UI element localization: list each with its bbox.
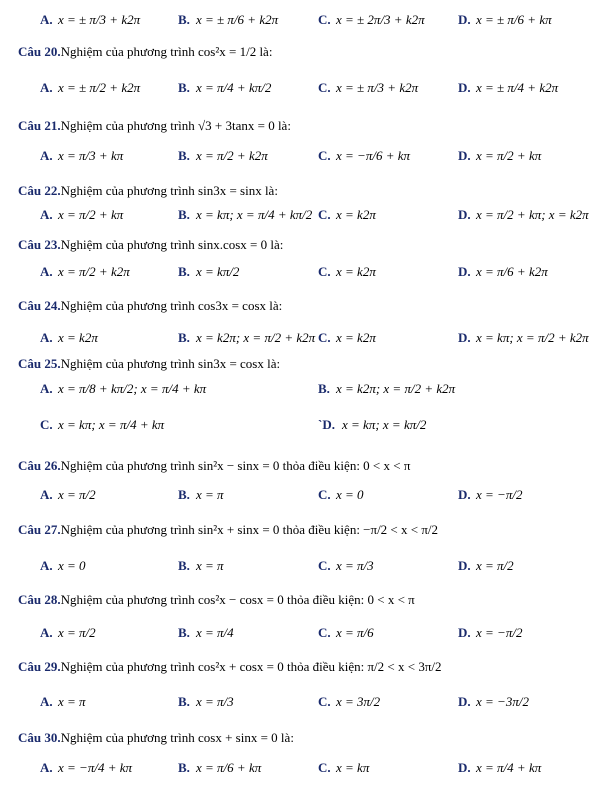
option-label[interactable]: `D. <box>318 417 335 432</box>
option-text[interactable]: x = k2π; x = π/2 + k2π <box>336 381 456 396</box>
option-label[interactable]: B. <box>178 558 190 573</box>
option-label[interactable]: C. <box>318 264 331 279</box>
option-text[interactable]: x = π/4 + kπ <box>476 760 542 775</box>
option-text[interactable]: x = ± 2π/3 + k2π <box>336 12 425 27</box>
option-text[interactable]: x = π/3 <box>336 558 374 573</box>
question-number: Câu 20. <box>18 44 61 59</box>
option-label[interactable]: B. <box>178 760 190 775</box>
option-text[interactable]: x = −3π/2 <box>476 694 529 709</box>
option-text[interactable]: x = π/2 <box>476 558 514 573</box>
option-label[interactable]: B. <box>178 330 190 345</box>
option-text[interactable]: x = π/3 <box>196 694 234 709</box>
option-label[interactable]: D. <box>458 207 471 222</box>
question-number: Câu 27. <box>18 522 61 537</box>
option-label[interactable]: C. <box>318 760 331 775</box>
option-text[interactable]: x = π/6 <box>336 625 374 640</box>
question-stem: Nghiệm của phương trình sinx.cosx = 0 là: <box>60 237 284 252</box>
option-label[interactable]: D. <box>458 330 471 345</box>
option-label[interactable]: C. <box>318 12 331 27</box>
question-line <box>18 458 410 474</box>
option-label[interactable]: B. <box>178 487 190 502</box>
question-stem: Nghiệm của phương trình sin3x = cosx là: <box>60 356 281 371</box>
option-text[interactable]: x = kπ; x = π/4 + kπ/2 <box>196 207 313 222</box>
option-text[interactable]: x = ± π/6 + kπ <box>476 12 552 27</box>
question-line <box>18 730 294 746</box>
question-line <box>18 592 415 608</box>
option-text[interactable]: x = π/2 + k2π <box>58 264 130 279</box>
option-label[interactable]: A. <box>40 760 53 775</box>
option-label[interactable]: B. <box>178 264 190 279</box>
question-line <box>18 659 442 675</box>
question-line <box>18 118 291 134</box>
option-text[interactable]: x = 0 <box>58 558 86 573</box>
option-text[interactable]: x = π/4 <box>196 625 234 640</box>
option-text[interactable]: x = π/2 <box>58 625 96 640</box>
option-text[interactable]: x = kπ/2 <box>196 264 240 279</box>
option-text[interactable]: x = kπ <box>336 760 370 775</box>
option-text[interactable]: x = −π/2 <box>476 625 523 640</box>
question-line <box>18 522 438 538</box>
option-text[interactable]: x = π/6 + k2π <box>476 264 548 279</box>
option-label[interactable]: C. <box>318 694 331 709</box>
question-stem: Nghiệm của phương trình √3 + 3tanx = 0 là: <box>60 118 291 133</box>
option-label[interactable]: C. <box>318 487 331 502</box>
option-label[interactable]: A. <box>40 381 53 396</box>
option-label[interactable]: C. <box>40 417 53 432</box>
option-text[interactable]: x = ± π/4 + k2π <box>476 80 559 95</box>
option-text[interactable]: x = π/2 + kπ <box>476 148 542 163</box>
option-label[interactable]: C. <box>318 148 331 163</box>
option-label[interactable]: A. <box>40 80 53 95</box>
question-line <box>18 356 280 372</box>
question-stem: Nghiệm của phương trình sin²x − sinx = 0 thỏa điều kiện: 0 < x < π <box>60 458 411 473</box>
option-text[interactable]: x = −π/4 + kπ <box>58 760 132 775</box>
question-number: Câu 28. <box>18 592 61 607</box>
option-label[interactable]: B. <box>178 12 190 27</box>
option-text[interactable]: x = π/2 + kπ <box>58 207 124 222</box>
option-text[interactable]: x = kπ; x = π/4 + kπ <box>58 417 165 432</box>
question-number: Câu 23. <box>18 237 61 252</box>
question-stem: Nghiệm của phương trình sin²x + sinx = 0 thỏa điều kiện: −π/2 < x < π/2 <box>60 522 439 537</box>
option-text[interactable]: x = k2π <box>58 330 98 345</box>
option-label[interactable]: D. <box>458 760 471 775</box>
option-label[interactable]: A. <box>40 487 53 502</box>
option-label[interactable]: A. <box>40 264 53 279</box>
option-text[interactable]: x = π <box>196 487 224 502</box>
option-text[interactable]: x = π <box>58 694 86 709</box>
option-text[interactable]: x = π/2 <box>58 487 96 502</box>
option-label[interactable]: D. <box>458 264 471 279</box>
option-text[interactable]: x = kπ; x = π/2 + k2π <box>476 330 589 345</box>
option-label[interactable]: D. <box>458 558 471 573</box>
option-label[interactable]: C. <box>318 558 331 573</box>
option-label[interactable]: B. <box>178 80 190 95</box>
question-number: Câu 26. <box>18 458 61 473</box>
question-stem: Nghiệm của phương trình cos²x = 1/2 là: <box>60 44 273 59</box>
question-stem: Nghiệm của phương trình cosx + sinx = 0 là: <box>60 730 294 745</box>
option-label[interactable]: A. <box>40 12 53 27</box>
option-label[interactable]: A. <box>40 330 53 345</box>
option-text[interactable]: x = π/4 + kπ/2 <box>196 80 272 95</box>
option-label[interactable]: D. <box>458 80 471 95</box>
option-text[interactable]: x = ± π/3 + k2π <box>336 80 419 95</box>
option-label[interactable]: A. <box>40 148 53 163</box>
option-label[interactable]: C. <box>318 80 331 95</box>
option-label[interactable]: A. <box>40 558 53 573</box>
option-text[interactable]: x = kπ; x = kπ/2 <box>342 417 427 432</box>
option-text[interactable]: x = π/3 + kπ <box>58 148 124 163</box>
question-number: Câu 22. <box>18 183 61 198</box>
option-text[interactable]: x = π/6 + kπ <box>196 760 262 775</box>
option-text[interactable]: x = π/2 + k2π <box>196 148 268 163</box>
question-number: Câu 29. <box>18 659 61 674</box>
option-label[interactable]: D. <box>458 487 471 502</box>
option-label[interactable]: B. <box>318 381 330 396</box>
option-label[interactable]: D. <box>458 625 471 640</box>
question-number: Câu 25. <box>18 356 61 371</box>
option-label[interactable]: A. <box>40 625 53 640</box>
option-label[interactable]: C. <box>318 625 331 640</box>
question-line <box>18 183 278 199</box>
question-line <box>18 298 282 314</box>
option-label[interactable]: C. <box>318 330 331 345</box>
option-label[interactable]: A. <box>40 207 53 222</box>
question-stem: Nghiệm của phương trình cos3x = cosx là: <box>60 298 283 313</box>
option-label[interactable]: B. <box>178 625 190 640</box>
option-label[interactable]: D. <box>458 12 471 27</box>
option-label[interactable]: B. <box>178 148 190 163</box>
option-text[interactable]: x = ± π/2 + k2π <box>58 80 141 95</box>
option-text[interactable]: x = 0 <box>336 487 364 502</box>
option-label[interactable]: D. <box>458 694 471 709</box>
question-line <box>18 237 283 253</box>
question-stem: Nghiệm của phương trình sin3x = sinx là: <box>60 183 278 198</box>
option-label[interactable]: A. <box>40 694 53 709</box>
option-label[interactable]: C. <box>318 207 331 222</box>
option-text[interactable]: x = ± π/3 + k2π <box>58 12 141 27</box>
option-text[interactable]: x = −π/6 + kπ <box>336 148 410 163</box>
question-number: Câu 30. <box>18 730 61 745</box>
option-label[interactable]: B. <box>178 694 190 709</box>
option-label[interactable]: D. <box>458 148 471 163</box>
option-label[interactable]: B. <box>178 207 190 222</box>
option-text[interactable]: x = −π/2 <box>476 487 523 502</box>
option-text[interactable]: x = π <box>196 558 224 573</box>
option-text[interactable]: x = k2π <box>336 330 376 345</box>
question-number: Câu 21. <box>18 118 61 133</box>
question-stem: Nghiệm của phương trình cos²x + cosx = 0 thỏa điều kiện: π/2 < x < 3π/2 <box>60 659 442 674</box>
option-text[interactable]: x = ± π/6 + k2π <box>196 12 279 27</box>
option-text[interactable]: x = k2π; x = π/2 + k2π <box>196 330 316 345</box>
question-line <box>18 44 272 60</box>
question-number: Câu 24. <box>18 298 61 313</box>
option-text[interactable]: x = π/8 + kπ/2; x = π/4 + kπ <box>58 381 207 396</box>
option-text[interactable]: x = k2π <box>336 207 376 222</box>
question-stem: Nghiệm của phương trình cos²x − cosx = 0 thỏa điều kiện: 0 < x < π <box>60 592 415 607</box>
option-text[interactable]: x = π/2 + kπ; x = k2π <box>476 207 589 222</box>
option-text[interactable]: x = 3π/2 <box>336 694 381 709</box>
option-text[interactable]: x = k2π <box>336 264 376 279</box>
